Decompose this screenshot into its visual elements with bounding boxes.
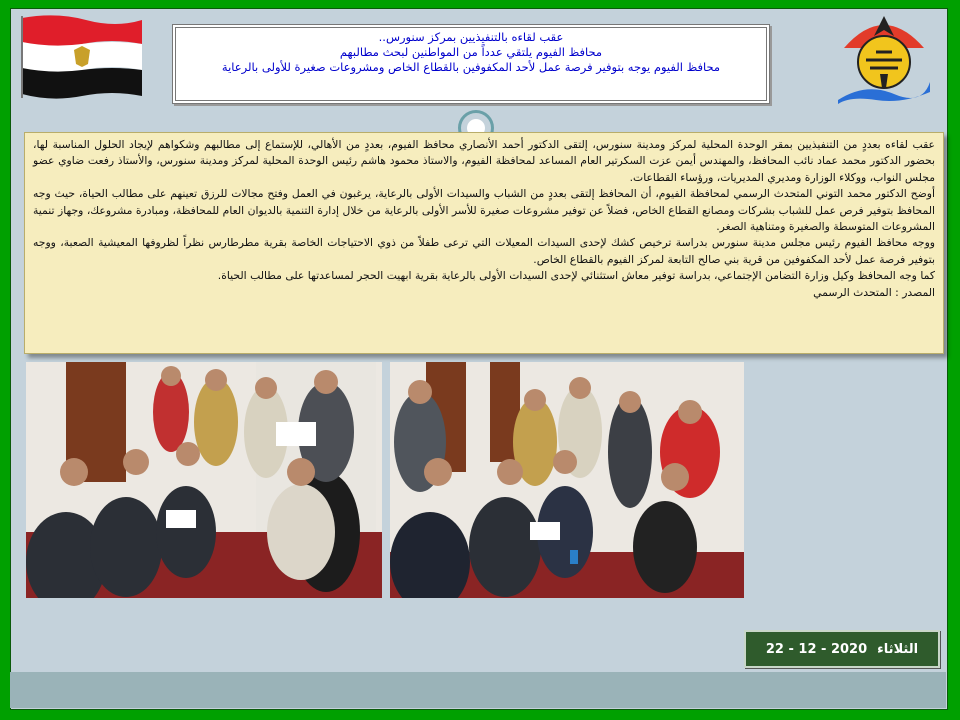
article-paragraph: كما وجه المحافظ وكيل وزارة التضامن الإجتماعي، بدراسة توفير معاش استثنائي لإحدى السيدات الأولى بالرعاية بقرية ابهيت الحجر لمساعدتها على مطالب الحياة. xyxy=(217,269,935,283)
meeting-photo-1 xyxy=(26,362,382,598)
article-paragraph: عقب لقاءه بعددٍ من التنفيذيين بمقر الوحدة المحلية لمركز ومدينة سنورس، إلتقى الدكتور أحمد الأنصاري محافظ الفيوم، بعددٍ من الأهالي، للإستماع إلى مطالبهم وشكواهم لإيجاد الحلول المناسبة لها، بحضور الدكتور محمد عماد نائب المحافظ، والمهندس أيمن عزت السكرتير العام المساعد لمحافظة الفيوم، والاستاذ محمود هاشم رئيس الوحدة المحلية لمركز ومدينة سنورس، والأستاذ رفعت ضاوي عضو مجلس النواب، ووكلاء الوزارة ومديري المديريات، ورؤساء القطاعات. xyxy=(33,138,935,184)
date-badge xyxy=(744,630,940,668)
headline-line-3: محافظ الفيوم يوجه بتوفير فرصة عمل لأحد المكفوفين بالقطاع الخاص ومشروعات صغيرة للأولى بالرعاية xyxy=(221,60,721,74)
footer-band xyxy=(10,672,946,708)
article-paragraph: أوضح الدكتور محمد التوني المتحدث الرسمي لمحافظة الفيوم، أن المحافظ إلتقى بعددٍ من الشباب والسيدات الأولى بالرعاية، يرغبون في العمل وفتح مجالات للرزق تعينهم على مطالب الحياة، حيث وجه المحافظ بتوفير فرص عمل للشباب بشركات ومصانع القطاع الخاص، فضلاً عن توفير مشروعات صغيرة للأسر الأولى بالرعاية من خلال إدارة التنمية بالديوان العام للمحافظة، ومبادرة مشروعك، وجهاز تنمية المشروعات المتوسطة والصغيرة ومتناهية الصغر. xyxy=(33,187,935,234)
article-paragraph: ووجه محافظ الفيوم رئيس مجلس مدينة سنورس بدراسة ترخيص كشك لإحدى السيدات المعيلات التي ترعى طفلاً من ذوي الاحتياجات الخاصة بقرية مطرطارس نظراً لظروفها المعيشية الصعبة، ووجه بتوفير فرصة عمل لأحد المكفوفين من قرية بني صالح التابعة لمركز الفيوم بالقطاع الخاص. xyxy=(33,236,935,266)
article-body xyxy=(24,132,944,354)
headline-box xyxy=(172,24,770,104)
egypt-flag-icon xyxy=(16,12,146,102)
meeting-photo-2 xyxy=(390,362,744,598)
fayoum-governorate-logo-icon xyxy=(836,12,932,104)
date-value: 22 - 12 - 2020 xyxy=(765,641,868,657)
headline-line-1: عقب لقاءه بالتنفيذيين بمركز سنورس.. xyxy=(378,30,564,44)
article-source: المصدر : المتحدث الرسمي xyxy=(813,285,935,299)
headline-line-2: محافظ الفيوم يلتقي عدداً من المواطنين لبحث مطالبهم xyxy=(339,45,603,59)
date-day: الثلاثاء xyxy=(877,641,919,657)
